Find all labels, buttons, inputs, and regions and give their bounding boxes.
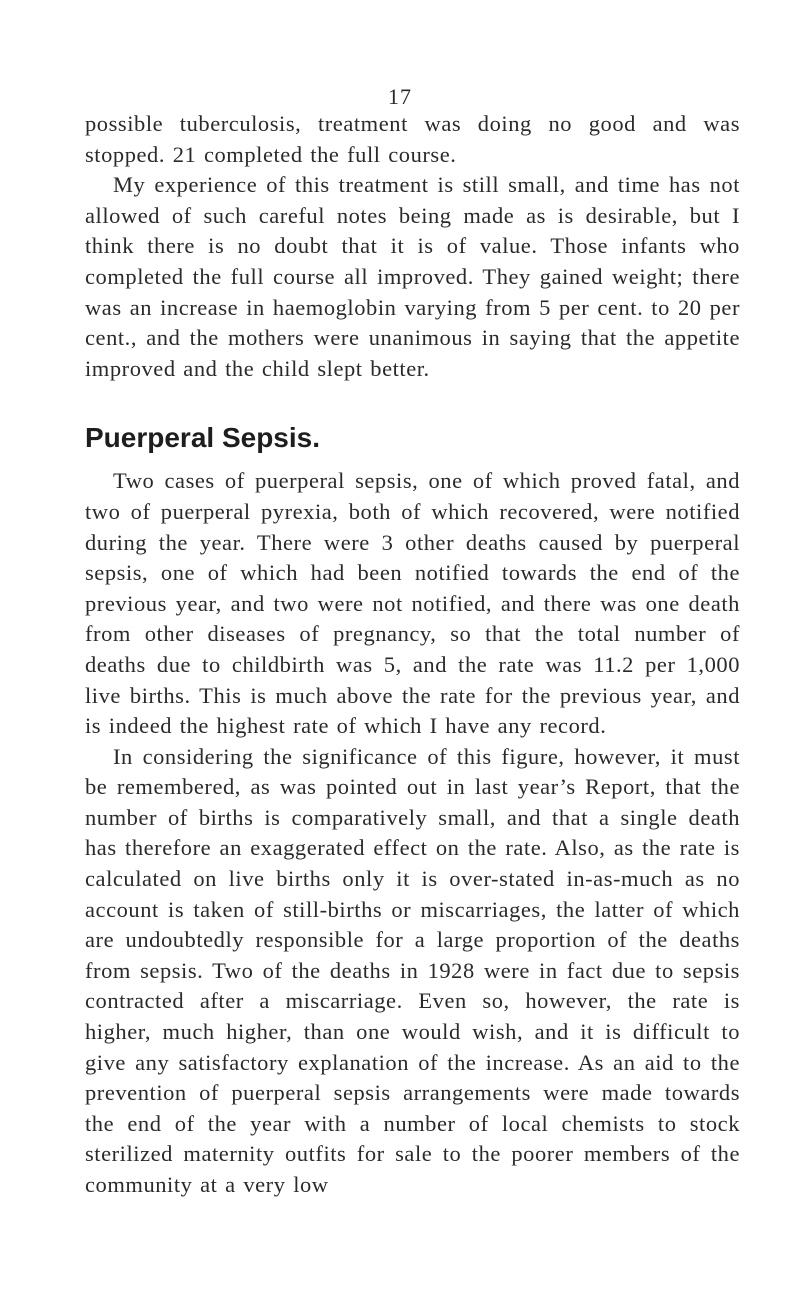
sepsis-paragraph-cases: Two cases of puerperal sepsis, one of which proved fatal, and two of puerperal pyrexia, both of which recovered, were notified during the year. There were 3 other deaths caused by puerperal sepsis, one of which had been notified towards the end of the previous year, and two were not notified, and there was one death from other diseases of pregnancy, so that the total number of deaths due to childbirth was 5, and the rate was 11.2 per 1,000 live births. This is much above the rate for the previous year, and is indeed the highest rate of which I have any record. (85, 468, 740, 739)
page-number: 17 (388, 84, 412, 109)
document-body (85, 109, 740, 1201)
sepsis-paragraph-significance: In considering the significance of this figure, however, it must be remembered, as was pointed out in last year’s Report, that the number of births is comparatively small, and that a single death has therefore an exaggerated effect on the rate. Also, as the rate is calculated on live births only it is over-stated in-as-much as no account is taken of still-births or miscarriages, the latter of which are undoubtedly responsible for a large proportion of the deaths from sepsis. Two of the deaths in 1928 were in fact due to sepsis contracted after a miscarriage. Even so, however, the rate is higher, much higher, than one would wish, and it is difficult to give any satisfactory explanation of the increase. As an aid to the prevention of puerperal sepsis arrangements were made towards the end of the year with a number of local chemists to stock sterilized maternity outfits for sale to the poorer members of the community at a very low (85, 743, 740, 1197)
intro-paragraph-experience: My experience of this treatment is still small, and time has not allowed of such careful notes being made as is desirable, but I think there is no doubt that it is of value. Those infants who completed the full course all improved. They gained weight; there was an increase in haemoglobin varying from 5 per cent. to 20 per cent., and the mothers were unanimous in saying that the appetite improved and the child slept better. (85, 172, 740, 381)
section-heading-puerperal-sepsis: Puerperal Sepsis. (85, 422, 321, 454)
intro-paragraph-continuation: possible tuberculosis, treatment was doing no good and was stopped. 21 completed the full course. (85, 111, 740, 167)
